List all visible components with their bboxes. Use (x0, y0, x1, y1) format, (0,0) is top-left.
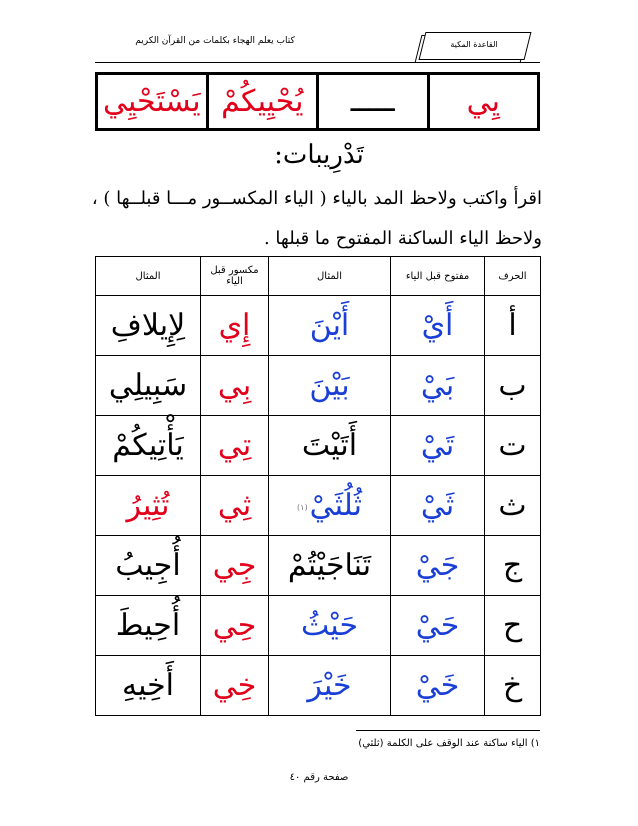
fath-cell: جَيْ (391, 536, 485, 596)
kasr-example-cell: لِإِيلافِ (96, 296, 201, 356)
letter-cell: ج (485, 536, 541, 596)
table-header-row (96, 257, 541, 296)
fath-example-cell: أَتَيْتَ (269, 416, 391, 476)
letter-cell: ث (485, 476, 541, 536)
letters-table (95, 256, 541, 716)
kasr-example-cell: سَبِيلِي (96, 356, 201, 416)
header-divider (95, 62, 540, 63)
top-cell-4: يَسْتَحْيِي (97, 74, 208, 130)
letter-cell: أ (485, 296, 541, 356)
table-row (96, 296, 541, 356)
top-cell-3: يُحْيِيكُمْ (207, 74, 318, 130)
fath-example-cell: بَيْنَ (269, 356, 391, 416)
header-fath: مفتوح قبل الياء (391, 257, 485, 296)
top-cell-2: ـــــ (318, 74, 429, 130)
fath-cell: حَيْ (391, 596, 485, 656)
instruction-line-1: اقرأ واكتب ولاحظ المد بالياء ( الياء المكســور مـــا قبلــها ) ، (91, 188, 542, 209)
kasr-cell: تِي (201, 416, 269, 476)
top-example-row (95, 72, 540, 131)
page-title: تَدْرِيبات: (274, 140, 364, 170)
kasr-example-cell: أُحِيطَ (96, 596, 201, 656)
header-kasr-example: المثال (96, 257, 201, 296)
kasr-example-cell: تُثِيرُ (96, 476, 201, 536)
fath-cell: ثَيْ (391, 476, 485, 536)
kasr-cell: ثِي (201, 476, 269, 536)
fath-example-text: ثُلُثَيْ (309, 488, 362, 523)
kasr-example-cell: أَخِيهِ (96, 656, 201, 716)
table-row (96, 476, 541, 536)
top-cell-1: يِي (428, 74, 539, 130)
fath-cell: أَيْ (391, 296, 485, 356)
fath-cell: خَيْ (391, 656, 485, 716)
letter-cell: ت (485, 416, 541, 476)
letter-cell: خ (485, 656, 541, 716)
book-title: كتاب يعلم الهجاء بكلمات من القرآن الكريم (135, 36, 295, 46)
header-kasr: مكسور قبل الياء (201, 257, 269, 296)
kasr-cell: جِي (201, 536, 269, 596)
section-badge (422, 32, 526, 58)
table-row (96, 596, 541, 656)
footnote-marker: (١) (297, 502, 308, 512)
fath-cell: تَيْ (391, 416, 485, 476)
fath-example-cell (269, 476, 391, 536)
kasr-example-cell: يَأْتِيكُمْ (96, 416, 201, 476)
kasr-cell: حِي (201, 596, 269, 656)
header-fath-example: المثال (269, 257, 391, 296)
instruction-line-2: ولاحظ الياء الساكنة المفتوح ما قبلها . (263, 228, 542, 249)
table-row (96, 416, 541, 476)
fath-example-cell: تَنَاجَيْتُمْ (269, 536, 391, 596)
table-row (96, 656, 541, 716)
kasr-cell: إِي (201, 296, 269, 356)
kasr-cell: خِي (201, 656, 269, 716)
fath-example-cell: حَيْثُ (269, 596, 391, 656)
fath-example-cell: خَيْرَ (269, 656, 391, 716)
table-row (96, 536, 541, 596)
section-badge-label: القاعدة المكية (450, 40, 498, 49)
kasr-cell: بِي (201, 356, 269, 416)
fath-example-cell: أَيْنَ (269, 296, 391, 356)
fath-cell: بَيْ (391, 356, 485, 416)
table-row (96, 356, 541, 416)
page-number: صفحة رقم ٤٠ (289, 772, 349, 783)
letter-cell: ب (485, 356, 541, 416)
header-letter: الحرف (485, 257, 541, 296)
footnote-divider (356, 730, 540, 731)
kasr-example-cell: أُجِيبُ (96, 536, 201, 596)
footnote: ١) الياء ساكنة عند الوقف على الكلمة (ثلثي) (358, 738, 540, 749)
letter-cell: ح (485, 596, 541, 656)
